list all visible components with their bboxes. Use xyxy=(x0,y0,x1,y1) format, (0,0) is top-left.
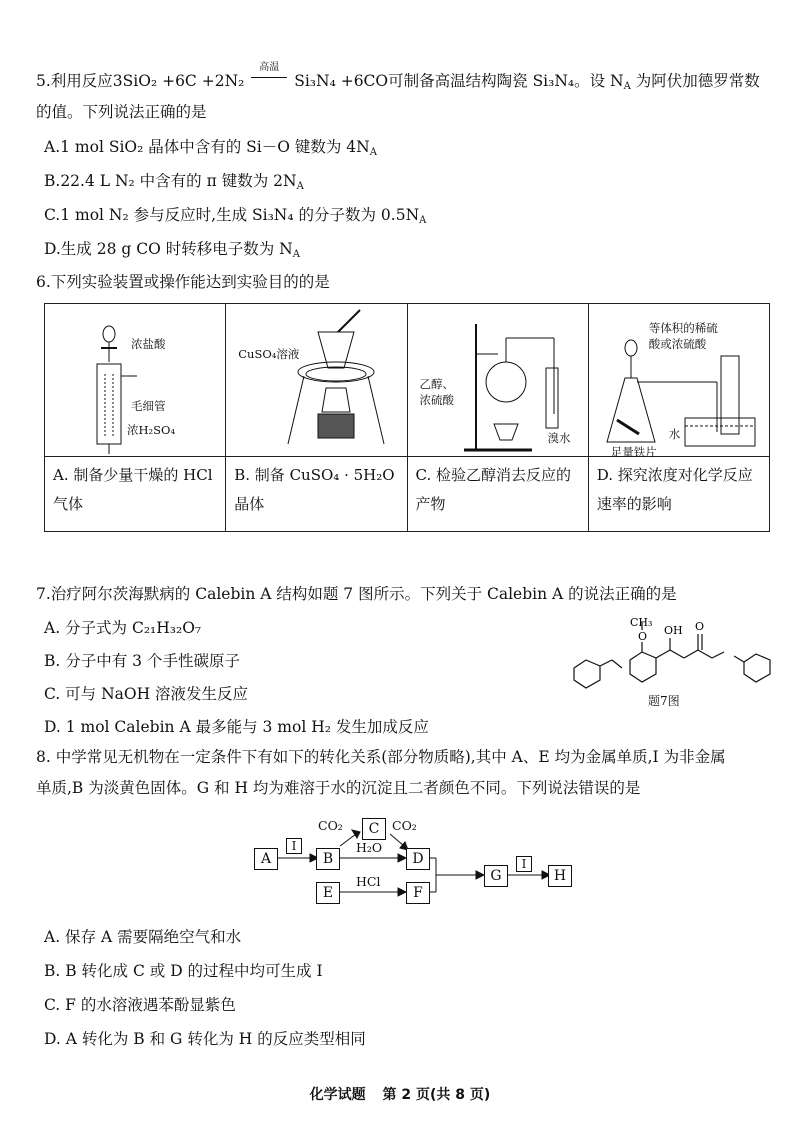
apparatus-b xyxy=(226,304,407,457)
flow-reagent-i-2: I xyxy=(516,856,532,872)
flow-node-b: B xyxy=(316,848,340,870)
q5-stem-line1: 5.利用反应3SiO₂ +6C +2N₂ 高温 Si₃N₄ +6CO可制备高温结构陶瓷 Si₃N₄。设 $N_A$ 为阿伏加德罗常数 xyxy=(36,62,760,92)
q8-stem-line2: 单质,B 为淡黄色固体。G 和 H 均为难溶于水的沉淀且二者颜色不同。下列说法错误的是 xyxy=(36,779,641,797)
caption-b: B. 制备 CuSO₄ · 5H₂O 晶体 xyxy=(226,457,407,532)
q7-option-d: D. 1 mol Calebin A 最多能与 3 mol H₂ 发生加成反应 xyxy=(44,718,429,736)
reaction-arrow: 高温 xyxy=(249,70,289,92)
q7-option-a: A. 分子式为 C₂₁H₃₂O₇ xyxy=(44,619,202,637)
q7-stem: 7.治疗阿尔茨海默病的 Calebin A 结构如题 7 图所示。下列关于 Calebin A 的说法正确的是 xyxy=(36,585,677,603)
label-cuso4-solution: CuSO₄溶液 xyxy=(238,347,300,361)
q5-option-a: A.1 mol SiO₂ 晶体中含有的 Si－O 键数为 $4N_A$ xyxy=(44,138,377,158)
apparatus-c xyxy=(407,304,588,457)
flow-node-f: F xyxy=(406,882,430,904)
q7-option-c: C. 可与 NaOH 溶液发生反应 xyxy=(44,685,249,703)
oh-label: OH xyxy=(664,624,683,637)
q7-option-b: B. 分子中有 3 个手性碳原子 xyxy=(44,652,240,670)
flow-node-d: D xyxy=(406,848,430,870)
q5-stem-line2: 的值。下列说法正确的是 xyxy=(36,103,207,121)
q5-option-c: C.1 mol N₂ 参与反应时,生成 Si₃N₄ 的分子数为 $0.5N_A$ xyxy=(44,206,427,226)
apparatus-b-drawing xyxy=(226,304,406,456)
q8-option-d: D. A 转化为 B 和 G 转化为 H 的反应类型相同 xyxy=(44,1030,366,1048)
calebin-a-structure xyxy=(560,612,785,694)
label-iron-sheet: 足量铁片 xyxy=(610,445,657,459)
apparatus-a xyxy=(45,304,226,457)
ketone-o-label: O xyxy=(695,620,705,633)
page-footer xyxy=(0,1084,800,1104)
label-conc-hcl: 浓盐酸 xyxy=(131,337,166,351)
q6-stem: 6.下列实验装置或操作能达到实验目的的是 xyxy=(36,273,330,291)
q6-experiment-table xyxy=(44,303,770,532)
q8-stem-line1: 8. 中学常见无机物在一定条件下有如下的转化关系(部分物质略),其中 A、E 均为金属单质,I 为非金属 xyxy=(36,748,726,766)
methoxy-o-label: O xyxy=(638,630,648,643)
flow-label-h2o: H₂O xyxy=(356,840,383,855)
label-conc-sulfuric: 浓硫酸 xyxy=(419,393,454,407)
label-water: 水 xyxy=(668,427,681,441)
caption-c: C. 检验乙醇消去反应的产物 xyxy=(407,457,588,532)
apparatus-d xyxy=(588,304,769,457)
label-capillary: 毛细管 xyxy=(131,399,166,413)
flow-node-c: C xyxy=(362,818,386,840)
caption-a: A. 制备少量干燥的 HCl 气体 xyxy=(45,457,226,532)
flow-node-h: H xyxy=(548,865,572,887)
label-bromine-water: 溴水 xyxy=(547,431,571,445)
flow-node-g: G xyxy=(484,865,508,887)
flow-label-hcl: HCl xyxy=(356,874,381,889)
ch3-label: CH₃ xyxy=(630,616,653,629)
flow-reagent-i-1: I xyxy=(286,838,302,854)
caption-d: D. 探究浓度对化学反应速率的影响 xyxy=(588,457,769,532)
figure-7-caption: 题7图 xyxy=(648,694,680,708)
flow-label-co2-right: CO₂ xyxy=(392,818,417,833)
flow-node-e: E xyxy=(316,882,340,904)
q5-option-d: D.生成 28 g CO 时转移电子数为 $N_A$ xyxy=(44,240,300,260)
q8-option-b: B. B 转化成 C 或 D 的过程中均可生成 I xyxy=(44,962,323,980)
label-dilute-sulfuric: 等体积的稀硫 xyxy=(648,321,718,335)
label-conc-h2so4: 浓H₂SO₄ xyxy=(127,423,176,437)
footer-page-number: 第 2 页(共 8 页) xyxy=(382,1087,491,1103)
flow-label-co2-left: CO₂ xyxy=(318,818,343,833)
flow-node-a: A xyxy=(254,848,278,870)
q5-option-b: B.22.4 L N₂ 中含有的 π 键数为 $2N_A$ xyxy=(44,172,304,192)
label-ethanol: 乙醇、 xyxy=(419,377,454,391)
footer-subject: 化学试题 xyxy=(309,1087,366,1103)
label-or-conc-sulfuric: 酸或浓硫酸 xyxy=(648,337,707,351)
q8-option-a: A. 保存 A 需要隔绝空气和水 xyxy=(44,928,242,946)
q8-option-c: C. F 的水溶液遇苯酚显紫色 xyxy=(44,996,236,1014)
